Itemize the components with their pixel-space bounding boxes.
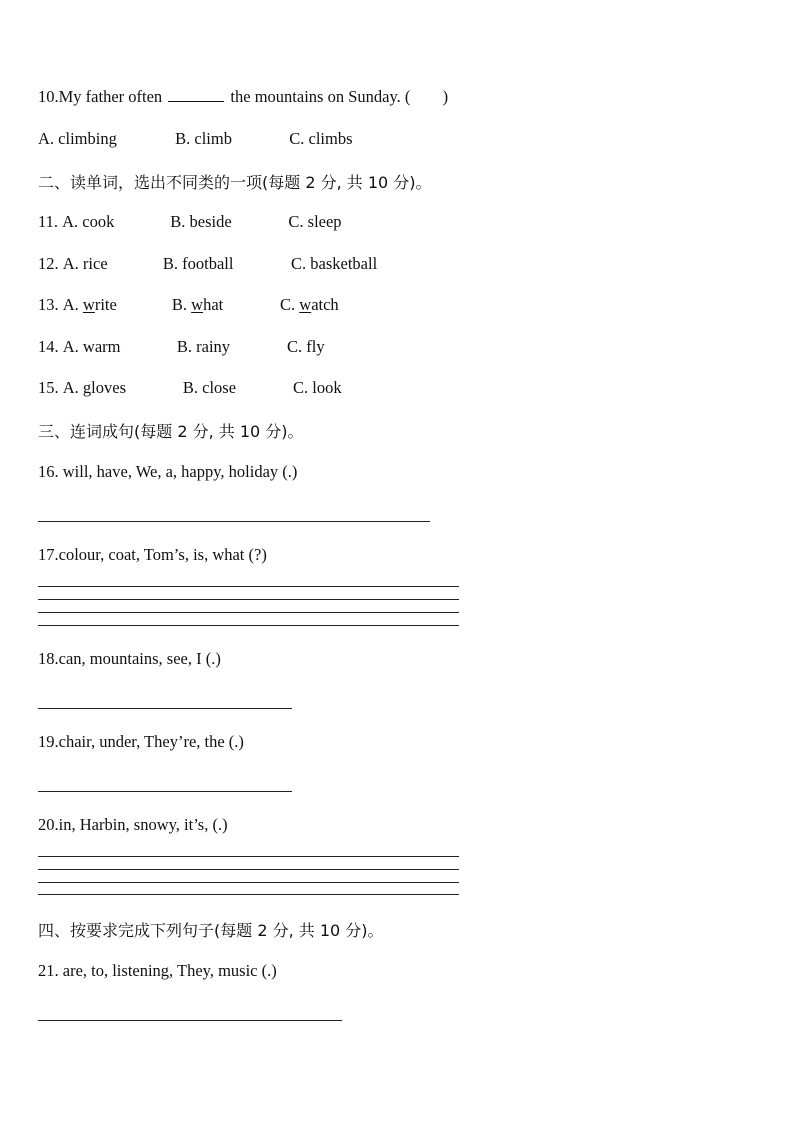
option-c: C. climbs bbox=[289, 129, 353, 148]
question-10-options bbox=[38, 129, 353, 149]
question-number: 14. bbox=[38, 337, 59, 356]
section-4-heading: 四、按要求完成下列句子(每题 2 分, 共 10 分)。 bbox=[38, 921, 384, 940]
answer-line[interactable] bbox=[38, 882, 459, 883]
question-10-suffix: the mountains on Sunday. ( bbox=[230, 87, 411, 106]
option-b: B. climb bbox=[175, 129, 232, 148]
option-b: B. rainy bbox=[176, 337, 231, 356]
question-17: 17.colour, coat, Tom’s, is, what (?) bbox=[38, 545, 267, 564]
section-3-heading: 三、连词成句(每题 2 分, 共 10 分)。 bbox=[38, 422, 304, 441]
answer-line[interactable] bbox=[38, 856, 459, 857]
answer-blank[interactable] bbox=[168, 100, 224, 102]
option-c: C. look bbox=[293, 378, 342, 397]
answer-line[interactable] bbox=[38, 586, 459, 587]
question-20: 20.in, Harbin, snowy, it’s, (.) bbox=[38, 815, 228, 834]
question-19: 19.chair, under, They’re, the (.) bbox=[38, 732, 244, 751]
option-c: C. fly bbox=[287, 337, 325, 356]
answer-line[interactable] bbox=[38, 791, 292, 792]
answer-line[interactable] bbox=[38, 612, 459, 613]
option-b: B. close bbox=[182, 378, 237, 397]
option-b: B. beside bbox=[170, 212, 232, 231]
question-10-paren-close: ) bbox=[442, 87, 449, 106]
option-a: A. cook bbox=[62, 212, 115, 231]
question-number: 15. bbox=[38, 378, 59, 397]
answer-line[interactable] bbox=[38, 599, 459, 600]
option-c: C. watch bbox=[280, 295, 339, 314]
answer-line[interactable] bbox=[38, 1020, 342, 1021]
answer-line[interactable] bbox=[38, 521, 430, 522]
question-number: 13. bbox=[38, 295, 59, 314]
question-14 bbox=[38, 337, 325, 357]
answer-line[interactable] bbox=[38, 625, 459, 626]
question-15 bbox=[38, 378, 342, 398]
question-16: 16. will, have, We, a, happy, holiday (.) bbox=[38, 462, 298, 481]
answer-line[interactable] bbox=[38, 869, 459, 870]
option-a: A. gloves bbox=[62, 378, 126, 397]
question-number: 11. bbox=[38, 212, 63, 231]
question-number: 12. bbox=[38, 254, 59, 273]
option-a: A. warm bbox=[62, 337, 121, 356]
option-a: A. climbing bbox=[38, 129, 117, 148]
option-c: C. sleep bbox=[288, 212, 342, 231]
answer-line[interactable] bbox=[38, 708, 292, 709]
question-10-prefix: 10.My father often bbox=[38, 87, 163, 106]
question-18: 18.can, mountains, see, I (.) bbox=[38, 649, 221, 668]
question-13 bbox=[38, 295, 339, 315]
question-12 bbox=[38, 254, 377, 274]
question-21: 21. are, to, listening, They, music (.) bbox=[38, 961, 277, 980]
option-c: C. basketball bbox=[291, 254, 378, 273]
option-a: A. write bbox=[62, 295, 117, 314]
option-a: A. rice bbox=[62, 254, 108, 273]
option-b: B. what bbox=[171, 295, 224, 314]
section-2-heading: 二、读单词，选出不同类的一项(每题 2 分, 共 10 分)。 bbox=[38, 173, 432, 192]
question-10 bbox=[38, 87, 448, 107]
option-b: B. football bbox=[162, 254, 234, 273]
answer-line[interactable] bbox=[38, 894, 459, 895]
question-11 bbox=[38, 212, 342, 232]
